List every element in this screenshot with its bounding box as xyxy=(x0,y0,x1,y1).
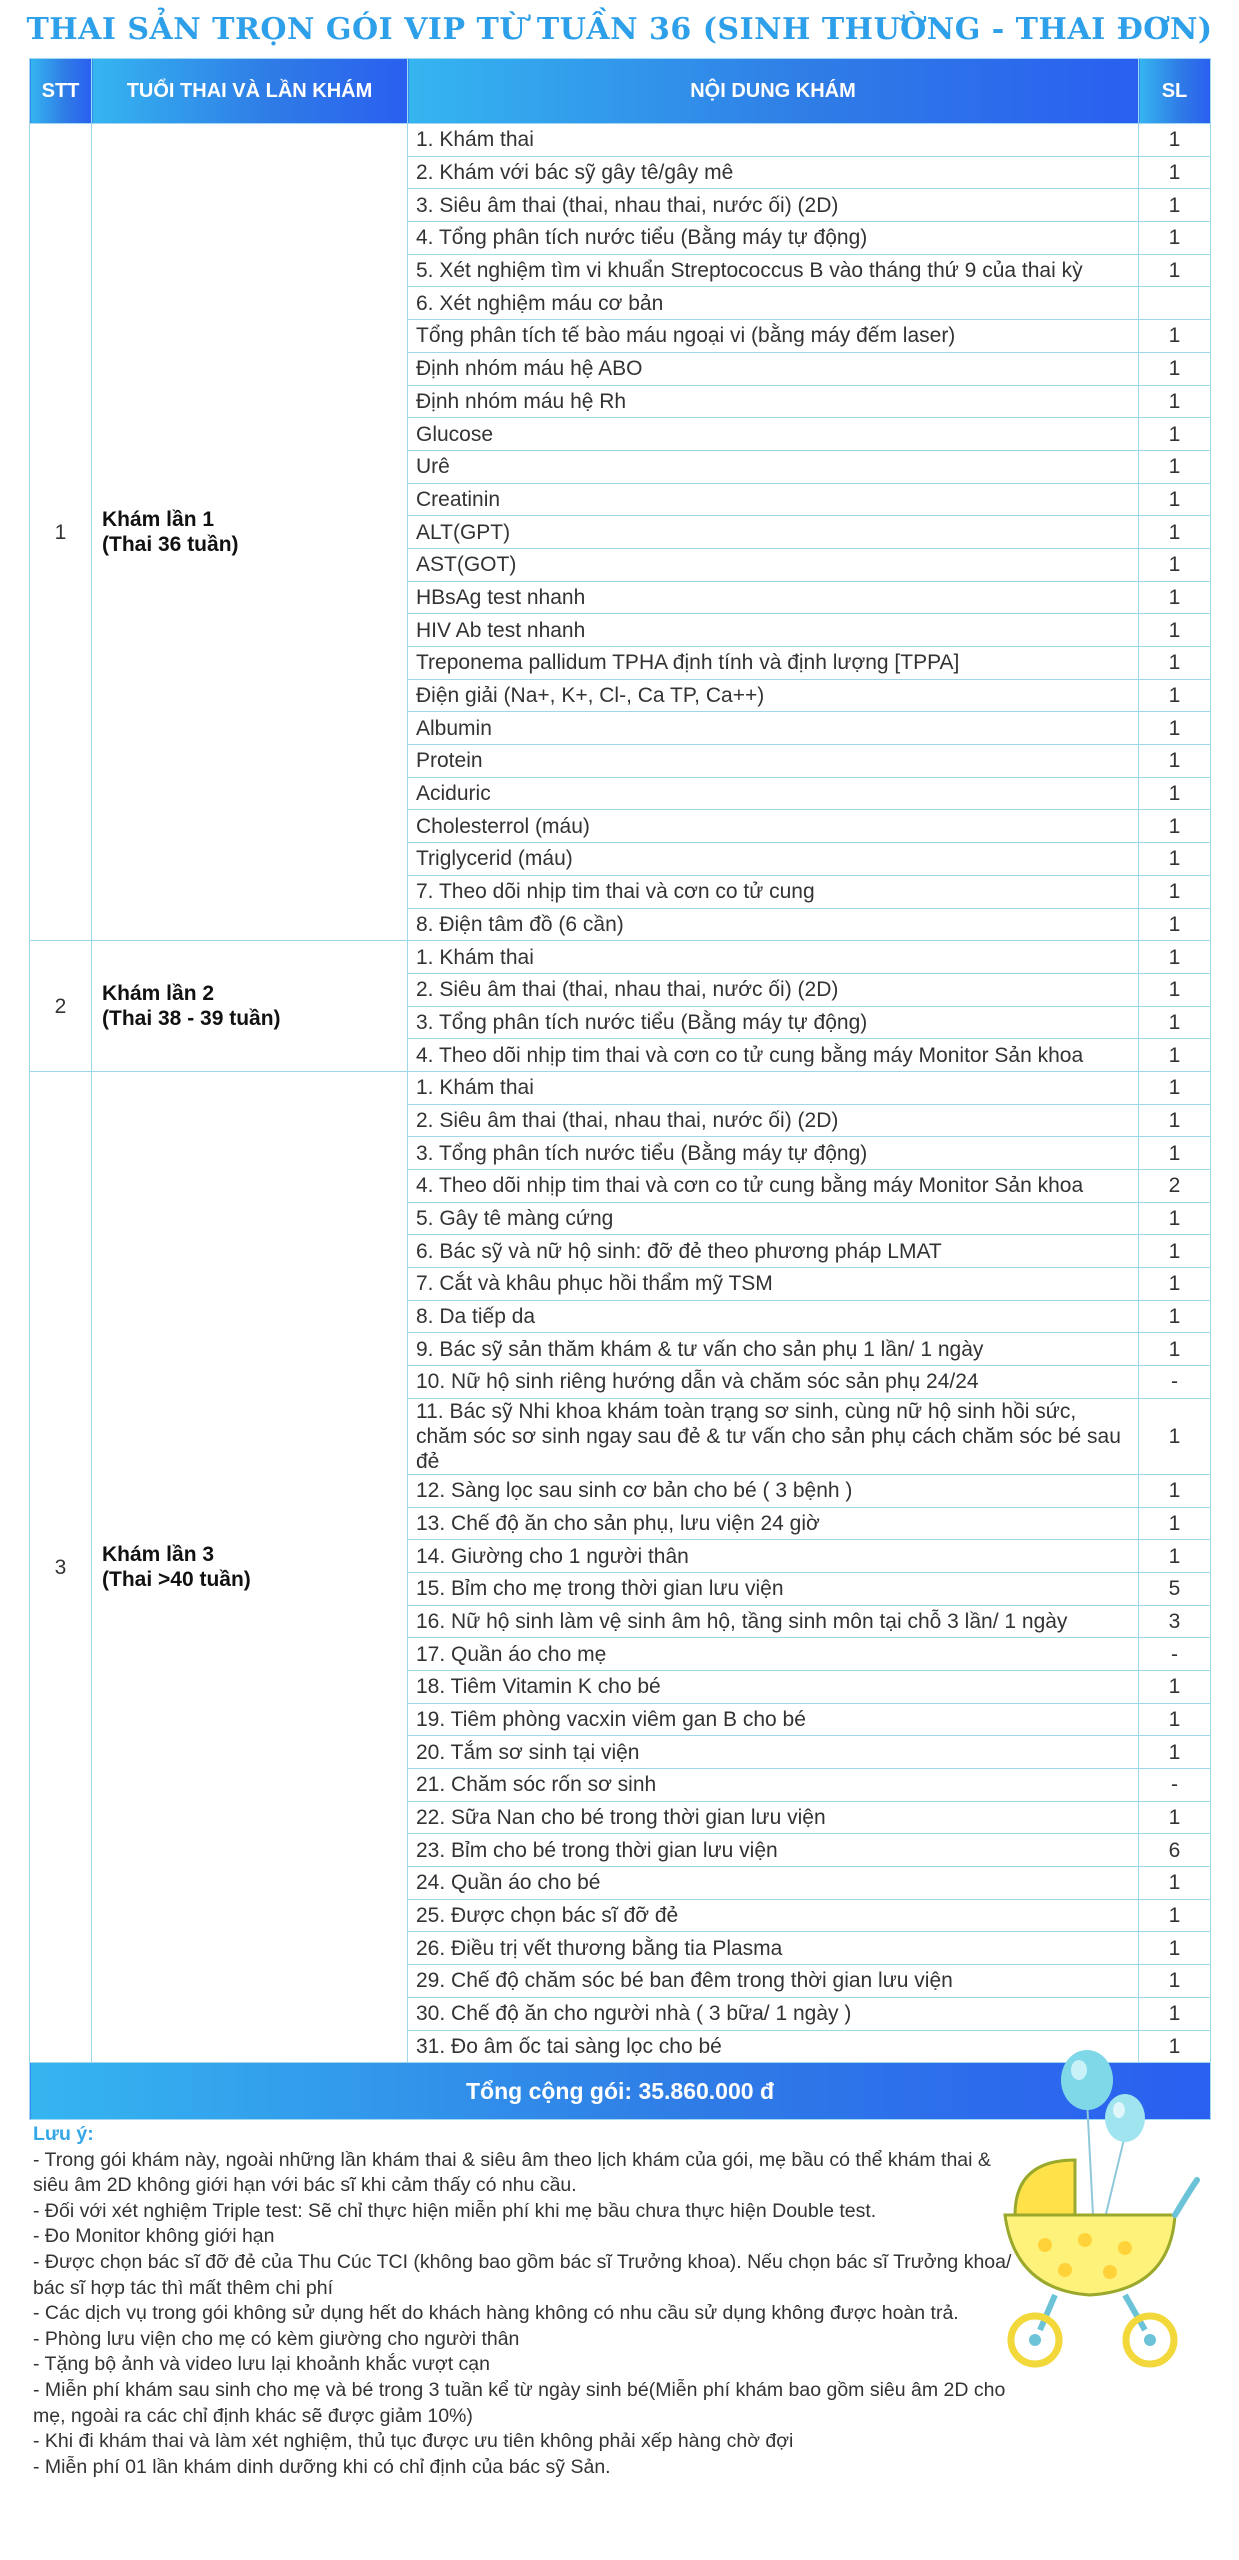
service-item: Aciduric xyxy=(408,777,1139,810)
quantity-cell: 1 xyxy=(1139,777,1211,810)
service-item: 4. Theo dõi nhịp tim thai và cơn co tử cung bằng máy Monitor Sản khoa xyxy=(408,1170,1139,1203)
quantity-cell: 1 xyxy=(1139,1507,1211,1540)
quantity-cell xyxy=(1139,287,1211,320)
notes-section xyxy=(33,2122,1013,2480)
note-line: bác sĩ hợp tác thì mất thêm chi phí xyxy=(33,2276,334,2299)
quantity-cell: 1 xyxy=(1139,1300,1211,1333)
quantity-cell: 1 xyxy=(1139,1899,1211,1932)
table-row xyxy=(30,124,1211,157)
quantity-cell: 1 xyxy=(1139,941,1211,974)
stt-cell: 1 xyxy=(30,124,92,941)
service-item: 21. Chăm sóc rốn sơ sinh xyxy=(408,1769,1139,1802)
service-item: 3. Tổng phân tích nước tiểu (Bằng máy tự động) xyxy=(408,1006,1139,1039)
service-item: 2. Siêu âm thai (thai, nhau thai, nước ối) (2D) xyxy=(408,1104,1139,1137)
service-item: Glucose xyxy=(408,418,1139,451)
service-item: 5. Xét nghiệm tìm vi khuẩn Streptococcus B vào tháng thứ 9 của thai kỳ xyxy=(408,254,1139,287)
quantity-cell: 1 xyxy=(1139,875,1211,908)
service-item: 2. Siêu âm thai (thai, nhau thai, nước ối) (2D) xyxy=(408,973,1139,1006)
quantity-cell: 3 xyxy=(1139,1605,1211,1638)
visit-cell xyxy=(92,124,408,941)
service-item: 13. Chế độ ăn cho sản phụ, lưu viện 24 giờ xyxy=(408,1507,1139,1540)
service-item: 6. Bác sỹ và nữ hộ sinh: đỡ đẻ theo phương pháp LMAT xyxy=(408,1235,1139,1268)
quantity-cell: 1 xyxy=(1139,418,1211,451)
quantity-cell: 1 xyxy=(1139,1268,1211,1301)
service-item: 6. Xét nghiệm máu cơ bản xyxy=(408,287,1139,320)
quantity-cell: 2 xyxy=(1139,1170,1211,1203)
quantity-cell: 1 xyxy=(1139,189,1211,222)
quantity-cell: 1 xyxy=(1139,1137,1211,1170)
service-item: 20. Tắm sơ sinh tại viện xyxy=(408,1736,1139,1769)
service-item: 19. Tiêm phòng vacxin viêm gan B cho bé xyxy=(408,1703,1139,1736)
service-item: 18. Tiêm Vitamin K cho bé xyxy=(408,1670,1139,1703)
service-item: HIV Ab test nhanh xyxy=(408,614,1139,647)
quantity-cell: 1 xyxy=(1139,1333,1211,1366)
quantity-cell: 1 xyxy=(1139,320,1211,353)
quantity-cell: 1 xyxy=(1139,156,1211,189)
service-item: 1. Khám thai xyxy=(408,1071,1139,1104)
quantity-cell: 1 xyxy=(1139,1235,1211,1268)
visit-label: Khám lần 1 xyxy=(102,508,215,532)
quantity-cell: 1 xyxy=(1139,679,1211,712)
visit-gestation: (Thai 38 - 39 tuần) xyxy=(102,1007,281,1031)
page-title: THAI SẢN TRỌN GÓI VIP TỪ TUẦN 36 (SINH THƯỜNG - THAI ĐƠN) xyxy=(26,12,1213,47)
quantity-cell: 1 xyxy=(1139,2030,1211,2063)
service-item: 30. Chế độ ăn cho người nhà ( 3 bữa/ 1 ngày ) xyxy=(408,1997,1139,2030)
service-item: 1. Khám thai xyxy=(408,124,1139,157)
note-line: - Trong gói khám này, ngoài những lần khám thai & siêu âm theo lịch khám của gói, mẹ bầu có thể khám thai & xyxy=(33,2148,991,2171)
service-item: 2. Khám với bác sỹ gây tê/gây mê xyxy=(408,156,1139,189)
quantity-cell: 1 xyxy=(1139,1703,1211,1736)
quantity-cell: 1 xyxy=(1139,352,1211,385)
visit-label: Khám lần 3 xyxy=(102,1543,215,1567)
quantity-cell: 1 xyxy=(1139,1071,1211,1104)
quantity-cell: 1 xyxy=(1139,1670,1211,1703)
service-item: Điện giải (Na+, K+, Cl-, Ca TP, Ca++) xyxy=(408,679,1139,712)
quantity-cell: 1 xyxy=(1139,1006,1211,1039)
service-item: 8. Điện tâm đồ (6 cần) xyxy=(408,908,1139,941)
service-item: Albumin xyxy=(408,712,1139,745)
stt-cell: 2 xyxy=(30,941,92,1072)
quantity-cell: 1 xyxy=(1139,810,1211,843)
table-header-row xyxy=(30,59,1211,124)
quantity-cell: 1 xyxy=(1139,581,1211,614)
service-item: 4. Tổng phân tích nước tiểu (Bằng máy tự động) xyxy=(408,222,1139,255)
quantity-cell: - xyxy=(1139,1638,1211,1671)
service-item: 22. Sữa Nan cho bé trong thời gian lưu viện xyxy=(408,1801,1139,1834)
quantity-cell: 1 xyxy=(1139,385,1211,418)
quantity-cell: 1 xyxy=(1139,124,1211,157)
quantity-cell: 1 xyxy=(1139,450,1211,483)
quantity-cell: 6 xyxy=(1139,1834,1211,1867)
quantity-cell: 1 xyxy=(1139,614,1211,647)
quantity-cell: 1 xyxy=(1139,1736,1211,1769)
service-item: 1. Khám thai xyxy=(408,941,1139,974)
note-line: - Miễn phí 01 lần khám dinh dưỡng khi có chỉ định của bác sỹ Sản. xyxy=(33,2455,611,2478)
quantity-cell: 1 xyxy=(1139,843,1211,876)
quantity-cell: 1 xyxy=(1139,712,1211,745)
header-qty: SL xyxy=(1139,59,1211,124)
quantity-cell: 1 xyxy=(1139,516,1211,549)
quantity-cell: - xyxy=(1139,1769,1211,1802)
quantity-cell: 1 xyxy=(1139,1202,1211,1235)
quantity-cell: 1 xyxy=(1139,647,1211,680)
header-content: NỘI DUNG KHÁM xyxy=(408,59,1139,124)
service-item: Tổng phân tích tế bào máu ngoại vi (bằng máy đếm laser) xyxy=(408,320,1139,353)
visit-gestation: (Thai 36 tuần) xyxy=(102,533,239,557)
service-item: 8. Da tiếp da xyxy=(408,1300,1139,1333)
baby-stroller-illustration xyxy=(975,2040,1200,2380)
note-line: - Tặng bộ ảnh và video lưu lại khoảnh khắc vượt cạn xyxy=(33,2353,490,2376)
service-item: Protein xyxy=(408,745,1139,778)
table-row xyxy=(30,941,1211,974)
service-item: 4. Theo dõi nhịp tim thai và cơn co tử cung bằng máy Monitor Sản khoa xyxy=(408,1039,1139,1072)
quantity-cell: - xyxy=(1139,1366,1211,1399)
service-item: 17. Quần áo cho mẹ xyxy=(408,1638,1139,1671)
service-item: 10. Nữ hộ sinh riêng hướng dẫn và chăm sóc sản phụ 24/24 xyxy=(408,1366,1139,1399)
note-line: - Phòng lưu viện cho mẹ có kèm giường cho người thân xyxy=(33,2327,520,2350)
service-item: 5. Gây tê màng cứng xyxy=(408,1202,1139,1235)
visit-label: Khám lần 2 xyxy=(102,982,215,1006)
note-line: - Đo Monitor không giới hạn xyxy=(33,2225,275,2248)
service-item: 15. Bỉm cho mẹ trong thời gian lưu viện xyxy=(408,1572,1139,1605)
visit-gestation: (Thai >40 tuần) xyxy=(102,1568,251,1592)
quantity-cell: 1 xyxy=(1139,1540,1211,1573)
notes-list xyxy=(33,2148,1013,2481)
notes-title: Lưu ý: xyxy=(33,2123,94,2145)
note-line: - Các dịch vụ trong gói không sử dụng hết do khách hàng không có nhu cầu sử dụng không được hoàn trả. xyxy=(33,2302,959,2325)
quantity-cell: 1 xyxy=(1139,908,1211,941)
note-line: - Miễn phí khám sau sinh cho mẹ và bé trong 3 tuần kể từ ngày sinh bé(Miễn phí khám bao gồm siêu âm 2D cho xyxy=(33,2378,1006,2401)
quantity-cell: 1 xyxy=(1139,1867,1211,1900)
service-item: Urê xyxy=(408,450,1139,483)
service-item: 12. Sàng lọc sau sinh cơ bản cho bé ( 3 bệnh ) xyxy=(408,1474,1139,1507)
service-item: 25. Được chọn bác sĩ đỡ đẻ xyxy=(408,1899,1139,1932)
package-table xyxy=(29,58,1211,2120)
service-item: 7. Cắt và khâu phục hồi thẩm mỹ TSM xyxy=(408,1268,1139,1301)
total-price: Tổng cộng gói: 35.860.000 đ xyxy=(30,2063,1211,2120)
service-item: Định nhóm máu hệ ABO xyxy=(408,352,1139,385)
quantity-cell: 1 xyxy=(1139,973,1211,1006)
note-line: - Khi đi khám thai và làm xét nghiệm, thủ tục được ưu tiên không phải xếp hàng chờ đợi xyxy=(33,2430,794,2453)
quantity-cell: 1 xyxy=(1139,745,1211,778)
note-line: - Được chọn bác sĩ đỡ đẻ của Thu Cúc TCI (không bao gồm bác sĩ Trưởng khoa). Nếu chọn bác sĩ Trưởng khoa/ xyxy=(33,2250,1012,2273)
service-item: 9. Bác sỹ sản thăm khám & tư vấn cho sản phụ 1 lần/ 1 ngày xyxy=(408,1333,1139,1366)
service-item: 11. Bác sỹ Nhi khoa khám toàn trạng sơ sinh, cùng nữ hộ sinh hồi sức, chăm sóc sơ sinh ngay sau đẻ & tư vấn cho sản phụ cách chăm sóc bé sau đẻ xyxy=(408,1398,1139,1474)
service-item: 7. Theo dõi nhịp tim thai và cơn co tử cung xyxy=(408,875,1139,908)
service-item: Treponema pallidum TPHA định tính và định lượng [TPPA] xyxy=(408,647,1139,680)
table-row xyxy=(30,1071,1211,1104)
service-item: HBsAg test nhanh xyxy=(408,581,1139,614)
visit-cell xyxy=(92,1071,408,2062)
service-item: 3. Tổng phân tích nước tiểu (Bằng máy tự động) xyxy=(408,1137,1139,1170)
quantity-cell: 1 xyxy=(1139,1932,1211,1965)
service-item: 26. Điều trị vết thương bằng tia Plasma xyxy=(408,1932,1139,1965)
quantity-cell: 1 xyxy=(1139,548,1211,581)
quantity-cell: 1 xyxy=(1139,222,1211,255)
balloon-icon xyxy=(1105,2094,1145,2142)
header-stt: STT xyxy=(30,59,92,124)
service-item: ALT(GPT) xyxy=(408,516,1139,549)
quantity-cell: 1 xyxy=(1139,1474,1211,1507)
quantity-cell: 1 xyxy=(1139,254,1211,287)
quantity-cell: 1 xyxy=(1139,1039,1211,1072)
service-item: Cholesterrol (máu) xyxy=(408,810,1139,843)
quantity-cell: 1 xyxy=(1139,1965,1211,1998)
service-item: Triglycerid (máu) xyxy=(408,843,1139,876)
service-item: Creatinin xyxy=(408,483,1139,516)
service-item: AST(GOT) xyxy=(408,548,1139,581)
quantity-cell: 1 xyxy=(1139,1801,1211,1834)
service-item: 14. Giường cho 1 người thân xyxy=(408,1540,1139,1573)
balloon-icon xyxy=(1061,2050,1113,2110)
service-item: 3. Siêu âm thai (thai, nhau thai, nước ối) (2D) xyxy=(408,189,1139,222)
quantity-cell: 1 xyxy=(1139,1104,1211,1137)
service-item: 31. Đo âm ốc tai sàng lọc cho bé xyxy=(408,2030,1139,2063)
service-item: 29. Chế độ chăm sóc bé ban đêm trong thời gian lưu viện xyxy=(408,1965,1139,1998)
quantity-cell: 1 xyxy=(1139,1398,1211,1474)
quantity-cell: 5 xyxy=(1139,1572,1211,1605)
quantity-cell: 1 xyxy=(1139,483,1211,516)
note-line: siêu âm 2D không giới hạn với bác sĩ khi cảm thấy có nhu cầu. xyxy=(33,2174,577,2197)
visit-cell xyxy=(92,941,408,1072)
service-item: 23. Bỉm cho bé trong thời gian lưu viện xyxy=(408,1834,1139,1867)
service-item: 24. Quần áo cho bé xyxy=(408,1867,1139,1900)
service-item: 16. Nữ hộ sinh làm vệ sinh âm hộ, tầng sinh môn tại chỗ 3 lần/ 1 ngày xyxy=(408,1605,1139,1638)
note-line: mẹ, ngoài ra các chỉ định khác sẽ được giảm 10%) xyxy=(33,2404,473,2427)
note-line: - Đối với xét nghiệm Triple test: Sẽ chỉ thực hiện miễn phí khi mẹ bầu chưa thực hiện Double test. xyxy=(33,2199,877,2222)
header-visit: TUỔI THAI VÀ LẦN KHÁM xyxy=(92,59,408,124)
service-item: Định nhóm máu hệ Rh xyxy=(408,385,1139,418)
stt-cell: 3 xyxy=(30,1071,92,2062)
quantity-cell: 1 xyxy=(1139,1997,1211,2030)
